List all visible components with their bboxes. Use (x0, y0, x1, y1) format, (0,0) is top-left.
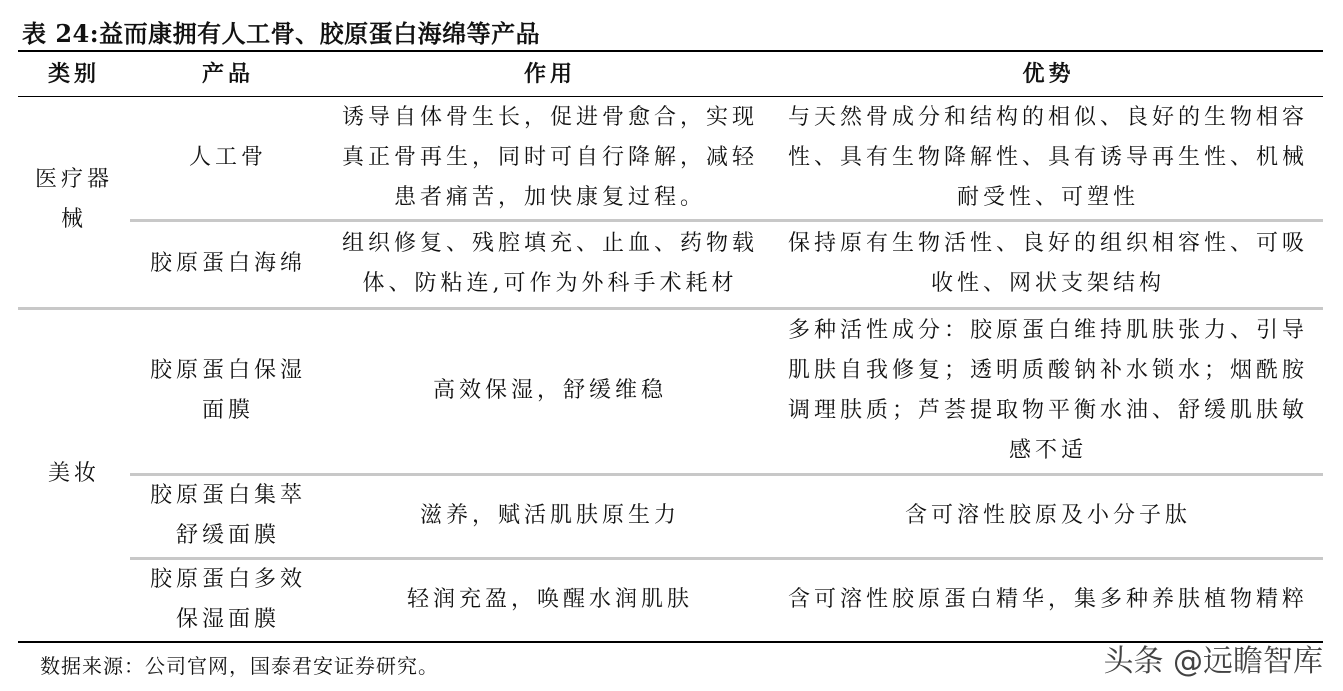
header-category: 类别 (47, 61, 100, 87)
row-5-advantage: 含可溶性胶原蛋白精华，集多种养肤植物精粹 (787, 587, 1308, 612)
header-product: 产品 (201, 61, 254, 87)
row-1-function: 诱导自体骨生长，促进骨愈合，实现真正骨再生，同时可自行降解，减轻患者痛苦，加快康复过程。 (341, 105, 758, 210)
row-2-product: 胶原蛋白海绵 (149, 251, 306, 276)
header-function: 作用 (523, 61, 576, 87)
row-4-function: 滋养，赋活肌肤原生力 (419, 503, 680, 528)
row-2-function: 组织修复、残腔填充、止血、药物载体、防粘连,可作为外科手术耗材 (341, 231, 758, 296)
header-bottom-rule (18, 96, 1323, 97)
row-2-advantage: 保持原有生物活性、良好的组织相容性、可吸收性、网状支架结构 (787, 231, 1308, 296)
row-3-function: 高效保湿，舒缓维稳 (432, 378, 667, 403)
row-3-product: 胶原蛋白保湿面膜 (149, 358, 306, 423)
row-4-advantage: 含可溶性胶原及小分子肽 (904, 503, 1191, 528)
category-medical: 医疗器械 (34, 167, 113, 232)
row-5-function: 轻润充盈，唤醒水润肌肤 (406, 587, 693, 612)
header-advantage: 优势 (1022, 61, 1075, 87)
category-beauty: 美妆 (47, 461, 100, 486)
row-5-product: 胶原蛋白多效保湿面膜 (149, 567, 306, 632)
watermark: 头条 @远瞻智库 (1103, 644, 1323, 679)
row-3-advantage: 多种活性成分：胶原蛋白维持肌肤张力、引导肌肤自我修复；透明质酸钠补水锁水；烟酰胺调理肤质；芦荟提取物平衡水油、舒缓肌肤敏感不适 (787, 318, 1308, 463)
table-title: 表 24:益而康拥有人工骨、胶原蛋白海绵等产品 (22, 19, 541, 48)
row-1-product: 人工骨 (188, 145, 267, 170)
source-note: 数据来源：公司官网，国泰君安证券研究。 (40, 654, 439, 678)
row-4-product: 胶原蛋白集萃舒缓面膜 (149, 483, 306, 548)
row-1-advantage: 与天然骨成分和结构的相似、良好的生物相容性、具有生物降解性、具有诱导再生性、机械耐受性、可塑性 (787, 105, 1308, 210)
